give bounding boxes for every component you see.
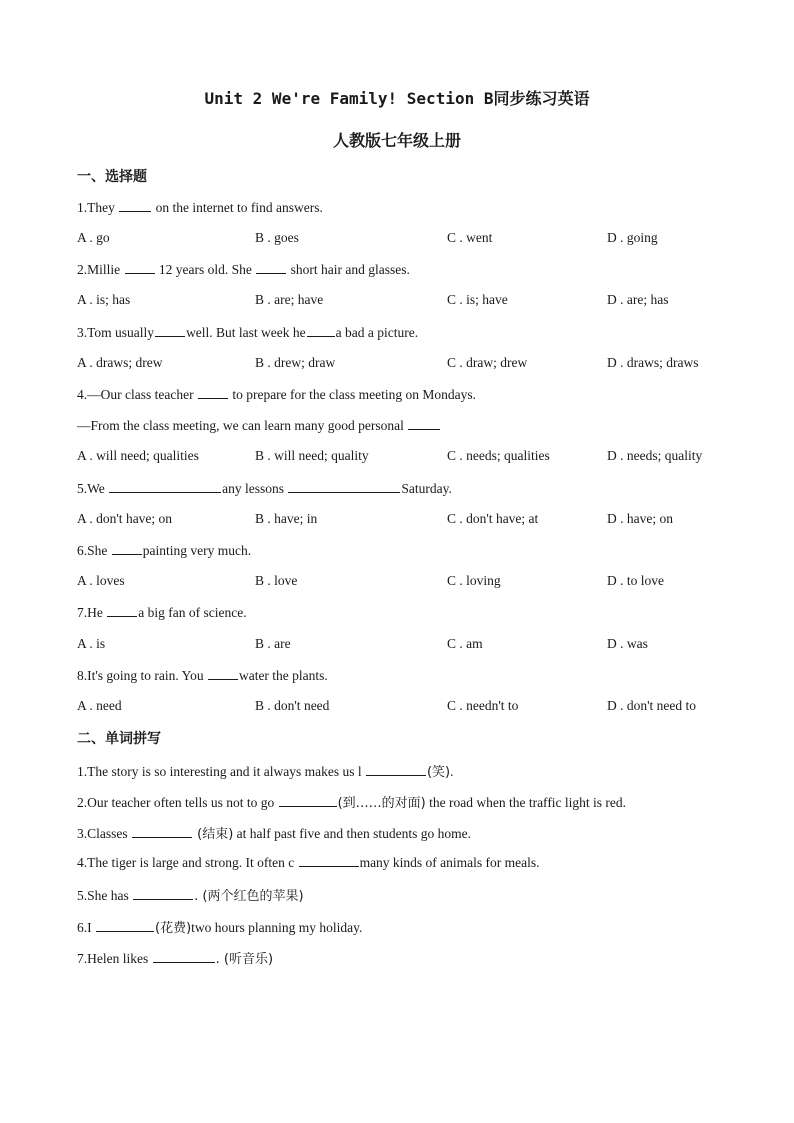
answer-blank <box>366 763 426 776</box>
answer-blank <box>119 199 151 212</box>
option-d: D . are; has <box>607 292 669 307</box>
option-d: D . was <box>607 636 648 651</box>
option-d: D . going <box>607 230 658 245</box>
section-heading-spelling: 二、单词拼写 <box>77 731 161 747</box>
answer-blank <box>408 417 440 430</box>
spelling-item-6: 6.I (花费)two hours planning my holiday. <box>77 920 363 936</box>
answer-blank <box>132 825 192 838</box>
answer-blank <box>155 324 185 337</box>
option-a: A . is; has <box>77 292 131 307</box>
spelling-item-7: 7.Helen likes . (听音乐) <box>77 951 274 967</box>
option-c: C . needn't to <box>447 698 519 713</box>
question-1: 1.They on the internet to find answers. <box>77 200 323 215</box>
option-a: A . loves <box>77 573 125 588</box>
option-a: A . is <box>77 636 106 651</box>
option-a: A . draws; drew <box>77 355 163 370</box>
answer-blank <box>125 261 155 274</box>
option-b: B . will need; quality <box>255 448 369 463</box>
spelling-item-5: 5.She has . (两个红色的苹果) <box>77 888 304 904</box>
answer-blank <box>112 542 142 555</box>
section-heading-choice: 一、选择题 <box>77 169 147 185</box>
option-c: C . is; have <box>447 292 508 307</box>
answer-blank <box>109 480 221 493</box>
option-c: C . don't have; at <box>447 511 539 526</box>
question-2: 2.Millie 12 years old. She short hair and glasses. <box>77 262 410 277</box>
answer-blank <box>198 386 228 399</box>
question-4: 4.—Our class teacher to prepare for the class meeting on Mondays. <box>77 387 477 402</box>
spelling-item-2: 2.Our teacher often tells us not to go (到……的对面) the road when the traffic light is red. <box>77 795 627 811</box>
answer-blank <box>133 887 193 900</box>
spelling-item-3: 3.Classes (结束) at half past five and then students go home. <box>77 826 471 842</box>
option-c: C . draw; drew <box>447 355 528 370</box>
question-6: 6.She painting very much. <box>77 543 252 558</box>
answer-blank <box>153 950 215 963</box>
option-a: A . go <box>77 230 110 245</box>
answer-blank <box>256 261 286 274</box>
page-subtitle: 人教版七年级上册 <box>332 131 461 150</box>
page-title: Unit 2 We're Family! Section B同步练习英语 <box>204 89 590 108</box>
answer-blank <box>96 919 154 932</box>
answer-blank <box>279 794 337 807</box>
option-b: B . don't need <box>255 698 330 713</box>
option-d: D . have; on <box>607 511 673 526</box>
question-7: 7.He a big fan of science. <box>77 605 247 620</box>
option-d: D . draws; draws <box>607 355 699 370</box>
question-5: 5.We any lessons Saturday. <box>77 481 452 496</box>
option-a: A . will need; qualities <box>77 448 199 463</box>
option-d: D . needs; quality <box>607 448 703 463</box>
option-b: B . are; have <box>255 292 324 307</box>
option-b: B . are <box>255 636 291 651</box>
option-c: C . needs; qualities <box>447 448 550 463</box>
option-b: B . goes <box>255 230 299 245</box>
option-d: D . don't need to <box>607 698 697 713</box>
spelling-item-4: 4.The tiger is large and strong. It often c many kinds of animals for meals. <box>77 855 540 870</box>
option-b: B . love <box>255 573 298 588</box>
option-b: B . drew; draw <box>255 355 336 370</box>
option-b: B . have; in <box>255 511 318 526</box>
option-c: C . went <box>447 230 493 245</box>
answer-blank <box>107 604 137 617</box>
question-8: 8.It's going to rain. You water the plants. <box>77 668 328 683</box>
answer-blank <box>288 480 400 493</box>
question-3: 3.Tom usually well. But last week he a bad a picture. <box>77 325 419 340</box>
question-4-line-2: —From the class meeting, we can learn many good personal <box>77 417 441 434</box>
option-c: C . loving <box>447 573 501 588</box>
answer-blank <box>307 324 335 337</box>
option-c: C . am <box>447 636 483 651</box>
spelling-item-1: 1.The story is so interesting and it always makes us l (笑). <box>77 764 454 780</box>
answer-blank <box>299 854 359 867</box>
answer-blank <box>208 667 238 680</box>
option-d: D . to love <box>607 573 664 588</box>
option-a: A . don't have; on <box>77 511 173 526</box>
option-a: A . need <box>77 698 122 713</box>
